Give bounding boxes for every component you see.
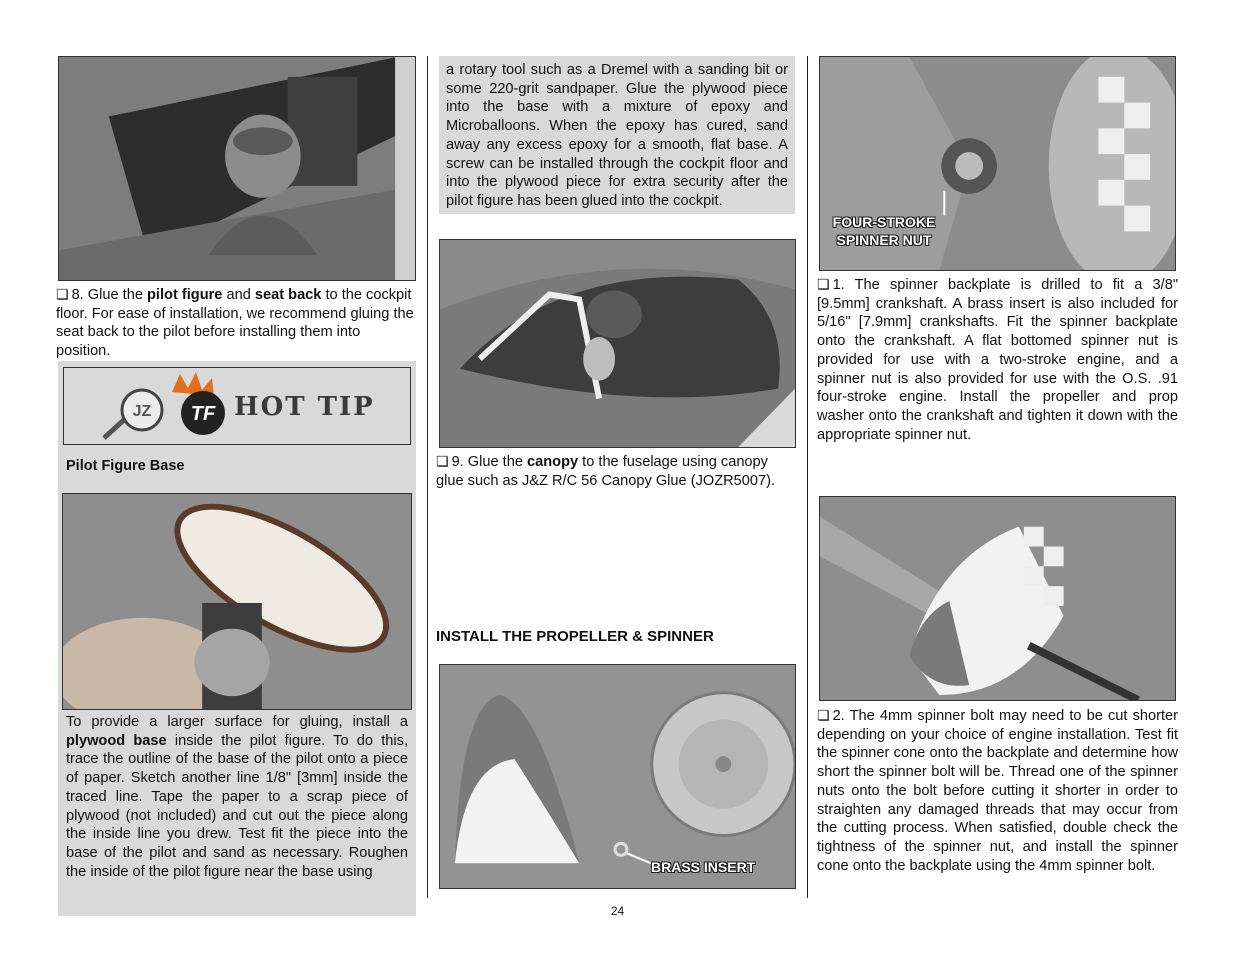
- checkbox-icon[interactable]: ❏: [817, 277, 830, 293]
- tip-heading: Pilot Figure Base: [66, 458, 185, 474]
- canopy-photo: [439, 239, 796, 448]
- hot-tip-banner: [63, 367, 411, 445]
- spinner-cone-photo: [819, 496, 1176, 701]
- four-stroke-label: FOUR-STROKE SPINNER NUT: [832, 214, 936, 248]
- checkbox-icon[interactable]: ❏: [436, 454, 449, 470]
- checkbox-icon[interactable]: ❏: [817, 708, 830, 724]
- step-9-text: ❏ 9. Glue the canopy to the fuselage using canopy glue such as J&Z R/C 56 Canopy Glue (JOZR5007).: [436, 454, 776, 489]
- page-number: 24: [610, 904, 625, 918]
- column-divider-right: [807, 56, 808, 898]
- column-divider-left: [427, 56, 428, 898]
- step-2-text: ❏ 2. The 4mm spinner bolt may need to be cut shorter depending on your choice of engine installation. Test fit the spinner cone onto the backplate and determine how short the spinner bolt will be. Thread one of the spinner nuts onto the bolt before cutting it shorter in order to straighten any damaged threads that may occur from the cutting process. When satisfied, double check the tightness of the spinner nut, and install the spinner cone onto the backplate using the 4mm spinner bolt.: [817, 708, 1178, 874]
- pilot-base-photo: [62, 493, 412, 710]
- spinner-parts-photo: [439, 664, 796, 889]
- brass-insert-label: BRASS INSERT: [651, 859, 756, 875]
- step-8-text: ❏ 8. Glue the pilot figure and seat back to the cockpit floor. For ease of installation, we recommend gluing the seat back to the pilot before installing them into position.: [56, 287, 414, 360]
- svg-text:TF: TF: [190, 403, 216, 425]
- hot-tip-title: HOT TIP: [234, 392, 375, 422]
- svg-text:JZ: JZ: [132, 403, 152, 420]
- section-heading: INSTALL THE PROPELLER & SPINNER: [436, 628, 714, 645]
- step-1-text: ❏ 1. The spinner backplate is drilled to fit a 3/8" [9.5mm] crankshaft. A brass insert is also included for 5/16" [7.9mm] crankshafts. Fit the spinner backplate onto the crankshaft. A flat bottomed spinner nut is provided for use with a two-stroke engine, and a spinner nut is also provided for use with the O.S. .91 four-stroke engine. Install the propeller and prop washer onto the crankshaft and tighten it down with the appropriate spinner nut.: [817, 277, 1178, 443]
- tip-text: To provide a larger surface for gluing, install a plywood base inside the pilot figure. To do this, trace the outline of the base of the pilot onto a piece of paper. Sketch another line 1/8" [3mm] inside the traced line. Tape the paper to a scrap piece of plywood (not included) and cut out the piece along the inside line you drew. Test fit the piece into the base of the pilot and sand as necessary. Roughen the inside of the pilot figure near the base using: [66, 714, 409, 880]
- checkbox-icon[interactable]: ❏: [56, 287, 69, 303]
- cockpit-pilot-photo: [58, 56, 416, 281]
- tip-continuation-text: a rotary tool such as a Dremel with a sanding bit or some 220-grit sandpaper. Glue the plywood piece into the base with a mixture of epoxy and Microballoons. When the epoxy has cured, sand away any excess epoxy for a smooth, flat base. A screw can be installed through the cockpit floor and into the plywood piece for extra security after the pilot figure has been glued into the cockpit.: [446, 62, 788, 209]
